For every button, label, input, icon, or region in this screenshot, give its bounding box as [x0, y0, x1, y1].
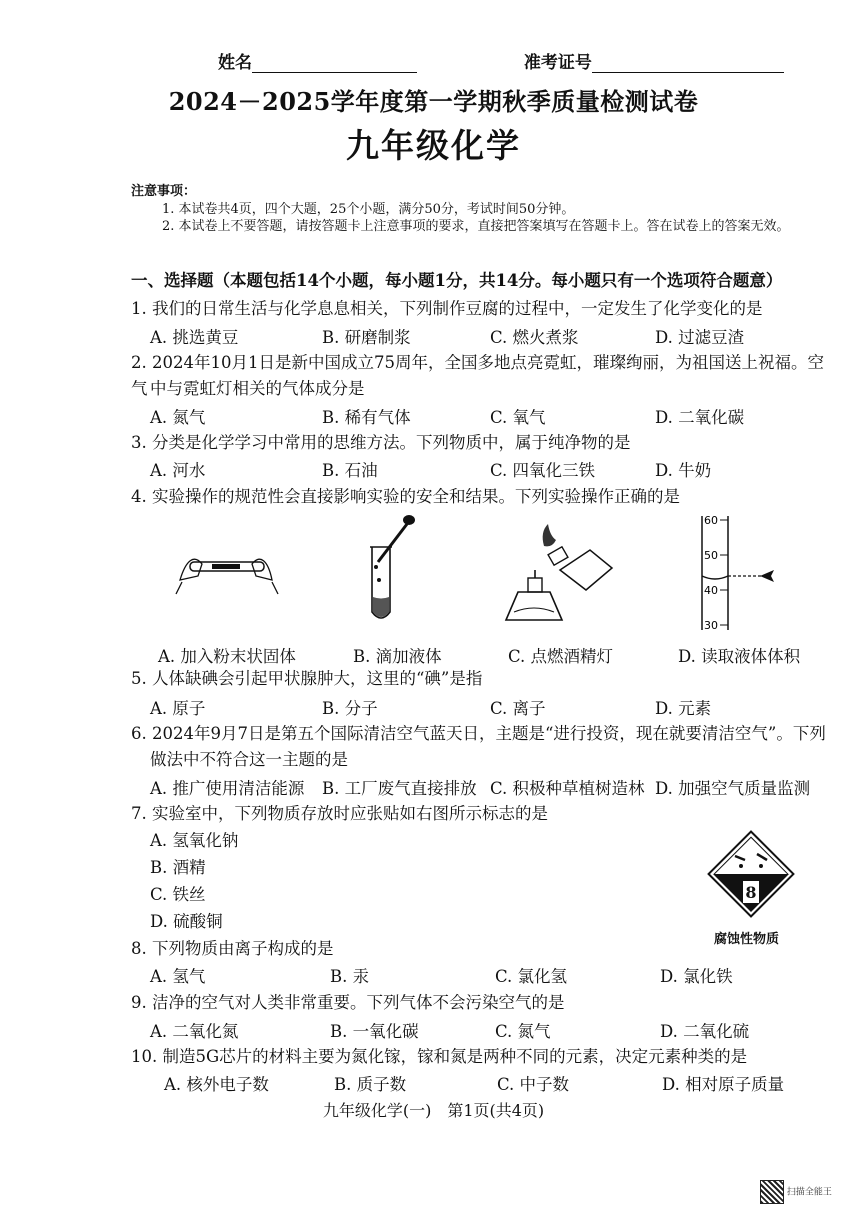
- tick-label: 40: [704, 584, 718, 597]
- option: D. 相对原子质量: [662, 1075, 785, 1094]
- option: D. 二氧化硫: [660, 1022, 750, 1041]
- option: B. 工厂废气直接排放: [322, 779, 477, 798]
- sign-number: 8: [745, 883, 757, 902]
- section-title: 一、选择题（本题包括14个小题，每小题1分，共14分。每小题只有一个选项符合题意）: [131, 271, 783, 290]
- option: D. 加强空气质量监测: [655, 779, 811, 798]
- question-8-stem: 8. 下列物质由离子构成的是: [131, 939, 334, 958]
- question-6-options: [150, 775, 840, 799]
- name-blank: [252, 54, 417, 73]
- question-3-options: [150, 457, 840, 481]
- option: B. 滴加液体: [353, 647, 442, 666]
- question-8-options: [150, 963, 840, 987]
- question-6-stem-cont: 做法中不符合这一主题的是: [150, 750, 348, 769]
- question-2-stem: 2. 2024年10月1日是新中国成立75周年，全国多地点亮霓虹，璀璨绚丽，为祖国送上祝福。空气: [131, 353, 824, 398]
- option: D. 元素: [655, 699, 712, 718]
- page-footer: 九年级化学(一) 第1页(共4页): [322, 1101, 545, 1120]
- option: C. 氮气: [495, 1022, 551, 1041]
- option: A. 推广使用清洁能源: [150, 779, 305, 798]
- question-10-options: [164, 1071, 854, 1095]
- option: D. 过滤豆渣: [655, 328, 745, 347]
- option: B. 石油: [322, 461, 378, 480]
- option: B. 质子数: [334, 1075, 407, 1094]
- option: B. 分子: [322, 699, 378, 718]
- question-9-stem: 9. 洁净的空气对人类非常重要。下列气体不会污染空气的是: [131, 993, 565, 1012]
- question-2-stem-cont: 中与霓虹灯相关的气体成分是: [150, 379, 365, 398]
- question-7-stem: 7. 实验室中，下列物质存放时应张贴如右图所示标志的是: [131, 804, 548, 823]
- option: A. 核外电子数: [164, 1075, 269, 1094]
- tick-label: 60: [704, 514, 718, 527]
- sign-caption: 腐蚀性物质: [714, 932, 780, 947]
- question-6-stem: 6. 2024年9月7日是第五个国际清洁空气蓝天日，主题是“进行投资，现在就要清洁空气”。下列: [131, 724, 826, 743]
- id-blank: [592, 54, 784, 73]
- exam-subtitle: 九年级化学: [346, 126, 521, 165]
- option: A. 氢氧化钠: [150, 831, 239, 850]
- option: A. 挑选黄豆: [150, 328, 239, 347]
- tick-label: 50: [704, 549, 718, 562]
- option: C. 积极种草植树造林: [490, 779, 645, 798]
- option: B. 酒精: [150, 858, 206, 877]
- option: A. 原子: [150, 699, 206, 718]
- option: C. 中子数: [497, 1075, 570, 1094]
- option: D. 牛奶: [655, 461, 712, 480]
- exam-title: 2024－2025学年度第一学期秋季质量检测试卷: [168, 87, 699, 116]
- notice-item-2: 2. 本试卷上不要答题，请按答题卡上注意事项的要求，直接把答案填写在答题卡上。答在试卷上的答案无效。: [162, 219, 790, 234]
- name-label: 姓名: [218, 53, 252, 73]
- question-10-stem: 10. 制造5G芯片的材料主要为氮化镓，镓和氮是两种不同的元素，决定元素种类的是: [131, 1047, 748, 1066]
- question-2-options: [150, 404, 840, 428]
- option: A. 二氧化氮: [150, 1022, 239, 1041]
- lighting-lamp-figure: [500, 520, 620, 630]
- notice-item-1: 1. 本试卷共4页，四个大题，25个小题，满分50分，考试时间50分钟。: [162, 202, 575, 217]
- id-label: 准考证号: [523, 53, 592, 73]
- option: D. 二氧化碳: [655, 408, 745, 427]
- graduated-cylinder-figure: [690, 510, 790, 635]
- option: C. 燃火煮浆: [490, 328, 579, 347]
- question-3-stem: 3. 分类是化学学习中常用的思维方法。下列物质中，属于纯净物的是: [131, 433, 631, 452]
- option: A. 氮气: [150, 408, 206, 427]
- option: A. 河水: [150, 461, 206, 480]
- question-9-options: [150, 1018, 840, 1042]
- option: C. 离子: [490, 699, 546, 718]
- option: C. 氯化氢: [495, 967, 568, 986]
- option: C. 点燃酒精灯: [508, 647, 614, 666]
- question-5-options: [150, 695, 840, 719]
- option: A. 氢气: [150, 967, 206, 986]
- question-4-stem: 4. 实验操作的规范性会直接影响实验的安全和结果。下列实验操作正确的是: [131, 487, 680, 506]
- candidate-info-row: [218, 48, 784, 73]
- tick-label: 30: [704, 619, 718, 632]
- option: A. 加入粉末状固体: [158, 647, 296, 666]
- option: D. 硫酸铜: [150, 912, 223, 931]
- corrosive-sign-icon: [703, 826, 799, 922]
- option: B. 一氧化碳: [330, 1022, 419, 1041]
- option: C. 铁丝: [150, 885, 206, 904]
- notice-heading: 注意事项：: [131, 184, 197, 199]
- option: B. 稀有气体: [322, 408, 411, 427]
- scanner-label: 扫描全能王: [786, 1187, 832, 1198]
- option: B. 研磨制浆: [322, 328, 411, 347]
- dropping-liquid-figure: [362, 512, 422, 627]
- option: C. 氧气: [490, 408, 546, 427]
- option: B. 汞: [330, 967, 370, 986]
- option: D. 读取液体体积: [678, 647, 801, 666]
- qr-code-icon: [760, 1180, 784, 1204]
- option: D. 氯化铁: [660, 967, 733, 986]
- add-powder-figure: [172, 540, 282, 600]
- scanner-watermark: [760, 1180, 832, 1204]
- option: C. 四氧化三铁: [490, 461, 596, 480]
- question-1-options: [150, 324, 840, 348]
- question-1-stem: 1. 我们的日常生活与化学息息相关，下列制作豆腐的过程中，一定发生了化学变化的是: [131, 299, 763, 318]
- question-5-stem: 5. 人体缺碘会引起甲状腺肿大，这里的“碘”是指: [131, 669, 483, 688]
- question-4-options: [158, 643, 848, 667]
